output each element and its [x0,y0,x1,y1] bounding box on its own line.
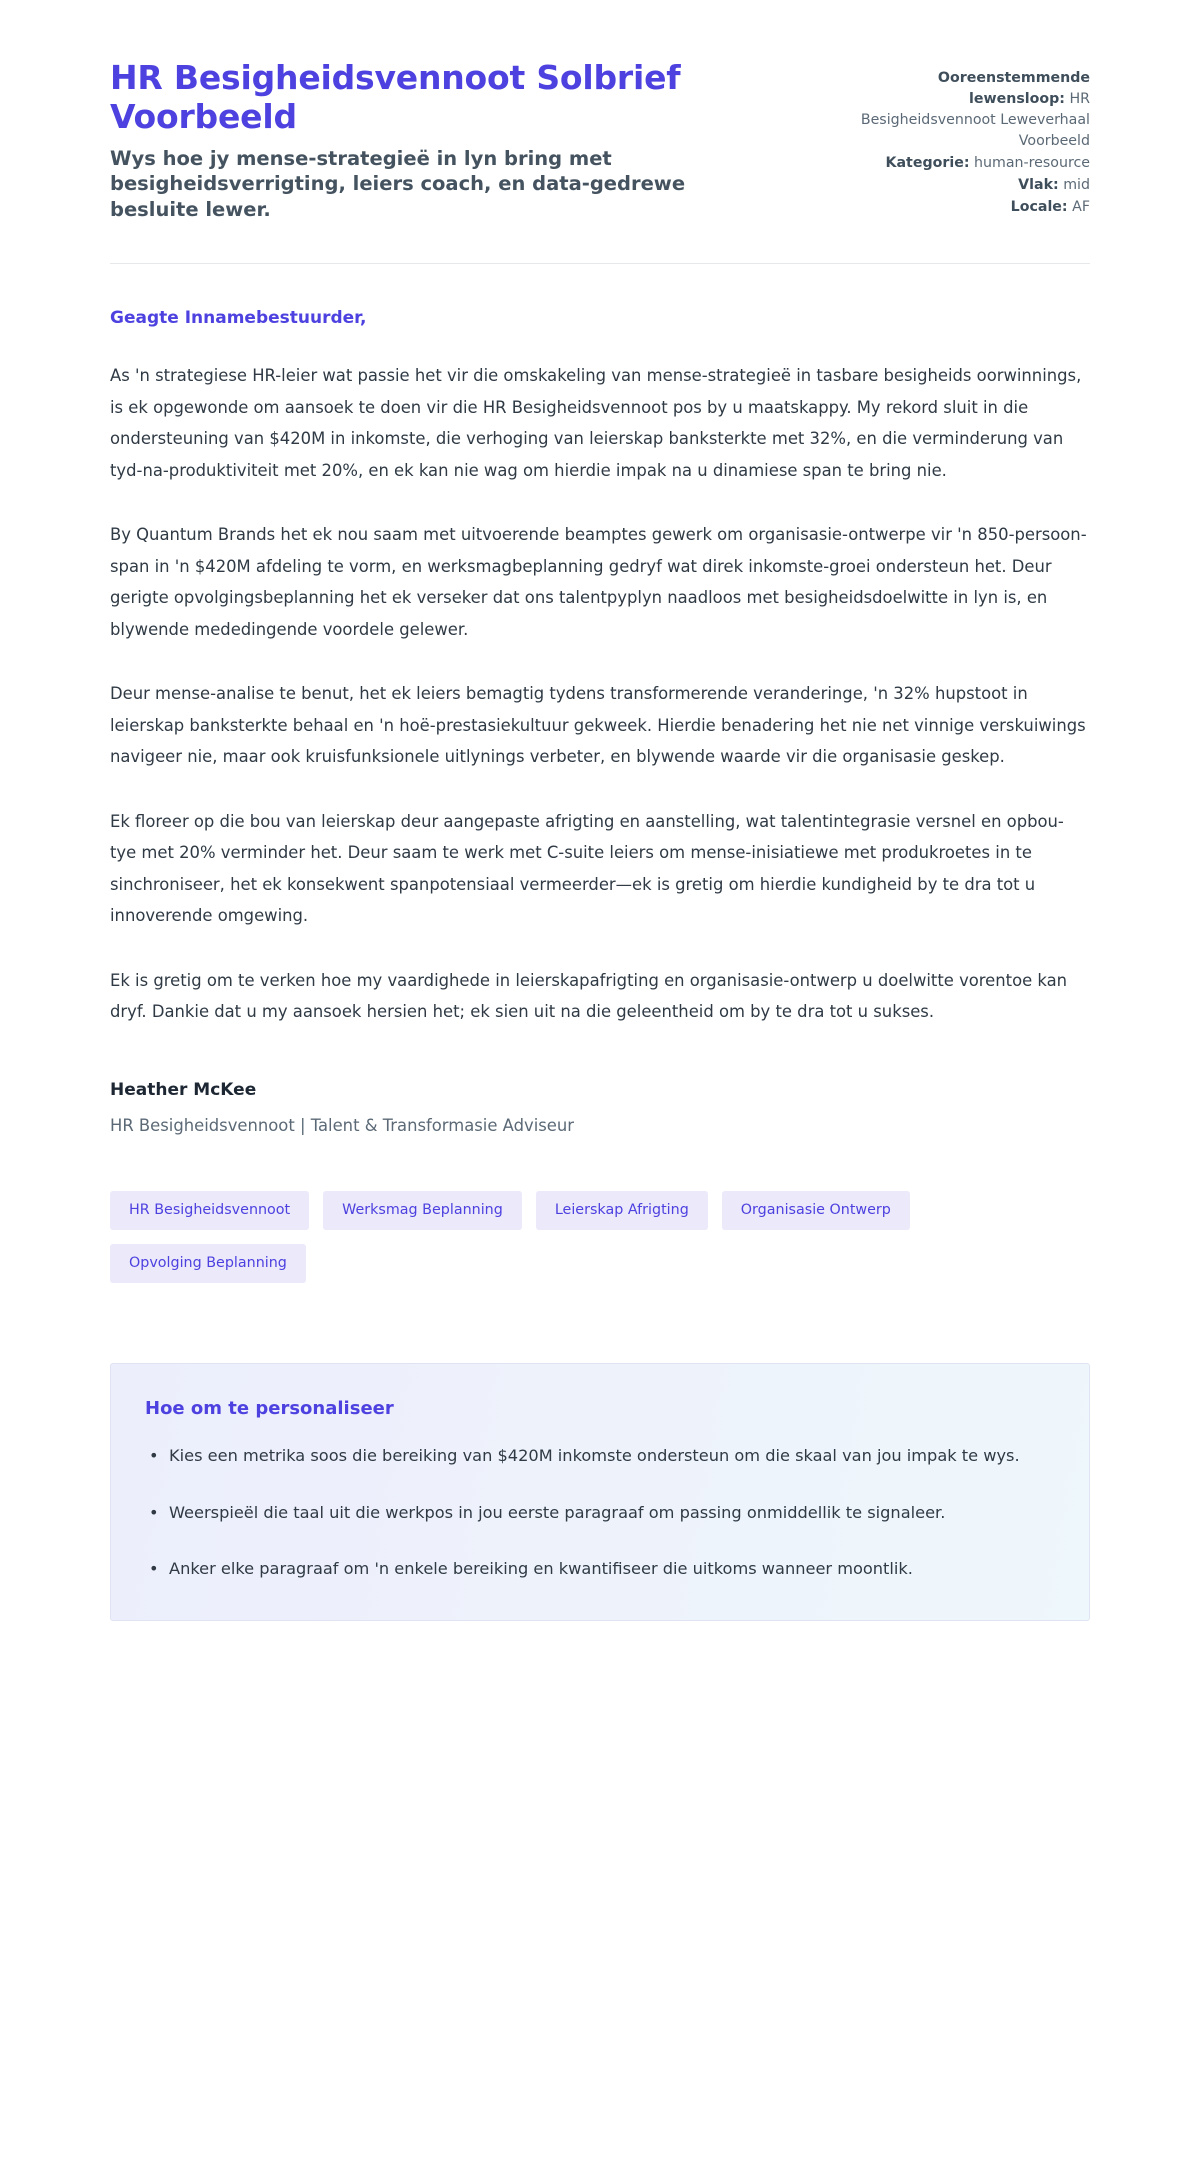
document-header [110,0,1090,223]
meta-level-value: mid [1063,177,1090,194]
letter-paragraph: By Quantum Brands het ek nou saam met uitvoerende beamptes gewerk om organisasie-ontwerpe vir 'n 850-persoon-span in 'n $420M afdeling te vorm, en werksmagbeplanning gedryf wat direk inkomste-groei ondersteun het. Deur gerigte opvolgingsbeplanning het ek verseker dat ons talentpyplyn naadloos met besigheidsdoelwitte in lyn is, en blywende mededingende voordele gelewer. [110,525,1087,639]
tag-chip[interactable]: Organisasie Ontwerp [722,1191,910,1230]
signature-role: HR Besigheidsvennoot | Talent & Transformasie Adviseur [110,1115,574,1135]
bullet-icon: • [149,1446,159,1466]
callout-tip-list [145,1441,1055,1584]
document-metadata [838,58,1090,219]
personalization-callout [110,1363,1090,1621]
letter-paragraph: As 'n strategiese HR-leier wat passie het vir die omskakeling van mense-strategieë in tasbare besigheids oorwinnings, is ek opgewonde om aansoek te doen vir die HR Besigheidsvennoot pos by u maatskappy. My rekord sluit in die ondersteuning van $420M in inkomste, die verhoging van leierskap banksterkte met 32%, en die verminderung van tyd-na-produktiviteit met 20%, en ek kan nie wag om hierdie impak na u dinamiese span te bring nie. [110,366,1082,480]
page-title: HR Besigheidsvennoot Solbrief Voorbeeld [110,58,681,137]
meta-locale-value: AF [1072,199,1090,216]
signature-name: Heather McKee [110,1079,257,1100]
meta-level-label: Vlak: [1018,177,1059,194]
page-subtitle: Wys hoe jy mense-strategieë in lyn bring met besigheidsverrigting, leiers coach, en data-gedrewe besluite lewer. [110,146,686,222]
callout-tip-item [145,1441,1055,1471]
meta-resume-label: Ooreenstemmende lewensloop: [937,70,1090,108]
meta-category-label: Kategorie: [885,155,970,172]
callout-tip-text: Weerspieël die taal uit die werkpos in jou eerste paragraaf om passing onmiddellik te signaleer. [169,1502,946,1522]
meta-matching-resume [838,68,1090,152]
header-text-group [110,58,790,223]
tag-chip[interactable]: Werksmag Beplanning [323,1191,522,1230]
tag-chip[interactable]: HR Besigheidsvennoot [110,1191,309,1230]
letter-paragraph: Deur mense-analise te benut, het ek leiers bemagtig tydens transformerende veranderinge, 'n 32% hupstoot in leierskap banksterkte behaal en 'n hoë-prestasiekultuur gekweek. Hierdie benadering het nie net vinnige verskuiwings navigeer nie, maar ook kruisfunksionele uitlynings verbeter, en blywende waarde vir die organisasie geskep. [110,684,1086,767]
meta-resume-value: HR Besigheidsvennoot Leweverhaal Voorbeeld [860,91,1090,150]
callout-tip-text: Anker elke paragraaf om 'n enkele bereiking en kwantifiseer die uitkoms wanneer moontlik. [169,1559,913,1579]
letter-paragraphs [110,360,1090,1028]
letter-paragraph: Ek is gretig om te verken hoe my vaardighede in leierskapafrigting en organisasie-ontwerp u doelwitte vorentoe kan dryf. Dankie dat u my aansoek hersien het; ek sien uit na die geleentheid om by te dra tot u sukses. [110,970,1068,1022]
callout-tip-item [145,1554,1055,1584]
tag-list [110,1191,1030,1283]
letter-paragraph: Ek floreer op die bou van leierskap deur aangepaste afrigting en aanstelling, wat talentintegrasie versnel en opbou-tye met 20% verminder het. Deur saam te werk met C-suite leiers om mense-inisiatiewe met produkroetes in te sinchroniseer, het ek konsekwent spanpotensiaal vermeerder—ek is gretig om hierdie kundigheid by te dra tot u innoverende omgewing. [110,811,1064,926]
callout-tip-item [145,1498,1055,1528]
meta-category-value: human-resource [974,155,1090,172]
meta-locale-label: Locale: [1010,199,1068,216]
letter-body [110,264,1090,1135]
signature-block [110,1080,1090,1135]
meta-locale [838,197,1090,218]
bullet-icon: • [149,1502,159,1522]
tag-chip[interactable]: Leierskap Afrigting [536,1191,708,1230]
callout-tip-text: Kies een metrika soos die bereiking van $420M inkomste ondersteun om die skaal van jou impak te wys. [169,1446,1020,1466]
letter-salutation: Geagte Innamebestuurder, [110,308,367,329]
callout-title: Hoe om te personaliseer [145,1398,394,1420]
bullet-icon: • [149,1559,159,1579]
meta-category [838,153,1090,174]
meta-level [838,175,1090,196]
tag-chip[interactable]: Opvolging Beplanning [110,1244,306,1283]
